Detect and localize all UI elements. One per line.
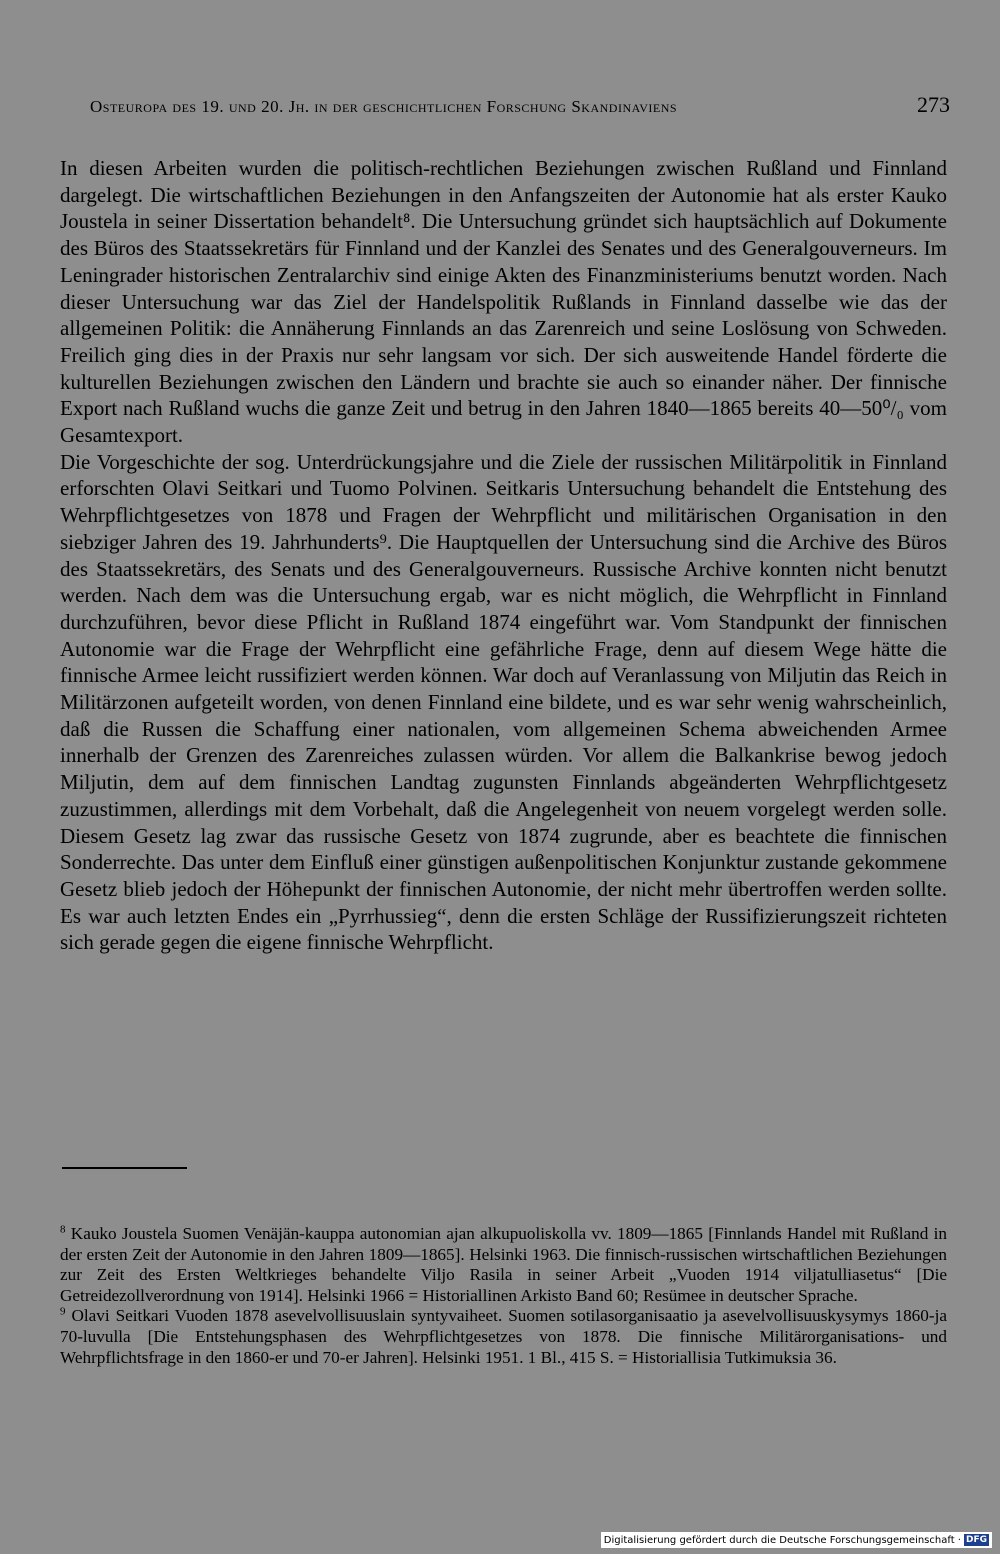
footnote-mark: 9	[60, 1305, 66, 1318]
footnote-9	[60, 1306, 947, 1368]
dfg-logo-icon: DFG	[965, 1535, 987, 1545]
footnotes	[60, 1224, 947, 1368]
digitization-credit	[601, 1532, 992, 1548]
page-number: 273	[917, 92, 950, 117]
footnote-text: Olavi Seitkari Vuoden 1878 asevelvollisuuslain syntyvaiheet. Suomen sotilasorganisaatio ja asevelvollisuuskysymys 1860-ja 70-luvulla [Die Entstehungsphasen des Wehrpflichtgesetzes von 1878. Die finnische Militärorganisations- und Wehrpflichtsfrage in den 1860-er und 70-er Jahren]. Helsinki 1951. 1 Bl., 415 S. = Historiallisia Tutkimuksia 36.	[60, 1306, 947, 1367]
footnote-8	[60, 1224, 947, 1306]
footnote-text: Kauko Joustela Suomen Venäjän-kauppa autonomian ajan alkupuoliskolla vv. 1809—1865 [Finnlands Handel mit Rußland in der ersten Zeit der Autonomie in den Jahren 1809—1865]. Helsinki 1963. Die finnisch-russischen wirtschaftlichen Beziehungen zur Zeit des Ersten Weltkrieges behandelte Viljo Rasila in seiner Arbeit „Vuoden 1914 viljatulliasetus“ [Die Getreidezollverordnung von 1914]. Helsinki 1966 = Historiallinen Arkisto Band 60; Resümee in deutscher Sprache.	[60, 1224, 947, 1305]
running-head	[90, 92, 950, 118]
credit-text: Digitalisierung gefördert durch die Deutsche Forschungsgemeinschaft ·	[603, 1534, 961, 1546]
paragraph-1: In diesen Arbeiten wurden die politisch-rechtlichen Beziehungen zwischen Rußland und Finnland dargelegt. Die wirtschaftlichen Beziehungen in den Anfangszeiten der Autonomie hat als erster Kauko Joustela in seiner Dissertation behandelt⁸. Die Untersuchung gründet sich hauptsächlich auf Dokumente des Büros des Staatssekretärs für Finnland und der Kanzlei des Senates und des Generalgouverneurs. Im Leningrader historischen Zentralarchiv sind einige Akten des Finanzministeriums benutzt worden. Nach dieser Untersuchung war das Ziel der Handelspolitik Rußlands in Finnland dasselbe wie das der allgemeinen Politik: die Annäherung Finnlands an das Zarenreich und seine Loslösung von Schweden. Freilich ging dies in der Praxis nur sehr langsam vor sich. Der sich ausweitende Handel förderte die kulturellen Beziehungen zwischen den Ländern und brachte sie auch so einander näher. Der finnische Export nach Rußland wuchs die ganze Zeit und betrug in den Jahren 1840—1865 bereits 40—50⁰/₀ vom Gesamtexport.	[60, 156, 947, 448]
body-text	[60, 155, 947, 956]
paragraph-2: Die Vorgeschichte der sog. Unterdrückungsjahre und die Ziele der russischen Militärpolitik in Finnland erforschten Olavi Seitkari und Tuomo Polvinen. Seitkaris Untersuchung behandelt die Entstehung des Wehrpflichtgesetzes von 1878 und Fragen der Wehrpflicht und militärischen Organisation in den siebziger Jahren des 19. Jahrhunderts⁹. Die Hauptquellen der Untersuchung sind die Archive des Büros des Staatssekretärs, des Senats und des Generalgouverneurs. Russische Archive konnten nicht benutzt werden. Nach dem was die Untersuchung ergab, war es nicht möglich, die Wehrpflicht in Finnland durchzuführen, bevor diese Pflicht in Rußland 1874 eingeführt war. Vom Standpunkt der finnischen Autonomie war die Frage der Wehrpflicht eine gefährliche Frage, denn auf diesem Wege hätte die finnische Armee leicht russifiziert werden können. War doch auf Veranlassung von Miljutin das Reich in Militärzonen aufgeteilt worden, von denen Finnland eine bildete, und es war sehr wenig wahrscheinlich, daß die Russen die Schaffung einer nationalen, vom allgemeinen Schema abweichenden Armee innerhalb der Grenzen des Zarenreiches zulassen würden. Vor allem die Balkankrise bewog jedoch Miljutin, dem auf dem finnischen Landtag zugunsten Finnlands abgeänderten Wehrpflichtgesetz zuzustimmen, allerdings mit dem Vorbehalt, daß die Angelegenheit von neuem vorgelegt werden solle. Diesem Gesetz lag zwar das russische Gesetz von 1874 zugrunde, aber es beachtete die finnischen Sonderrechte. Das unter dem Einfluß einer günstigen außenpolitischen Konjunktur zustande gekommene Gesetz blieb jedoch der Höhepunkt der finnischen Autonomie, der nicht mehr übertroffen werden sollte. Es war auch letzten Endes ein „Pyrrhussieg“, denn die ersten Schläge der Russifizierungszeit richteten sich gerade gegen die eigene finnische Wehrpflicht.	[60, 449, 947, 955]
running-title: Osteuropa des 19. und 20. Jh. in der geschichtlichen Forschung Skandinaviens	[90, 97, 678, 116]
footnote-rule	[62, 1167, 187, 1169]
footnote-mark: 8	[60, 1223, 66, 1236]
